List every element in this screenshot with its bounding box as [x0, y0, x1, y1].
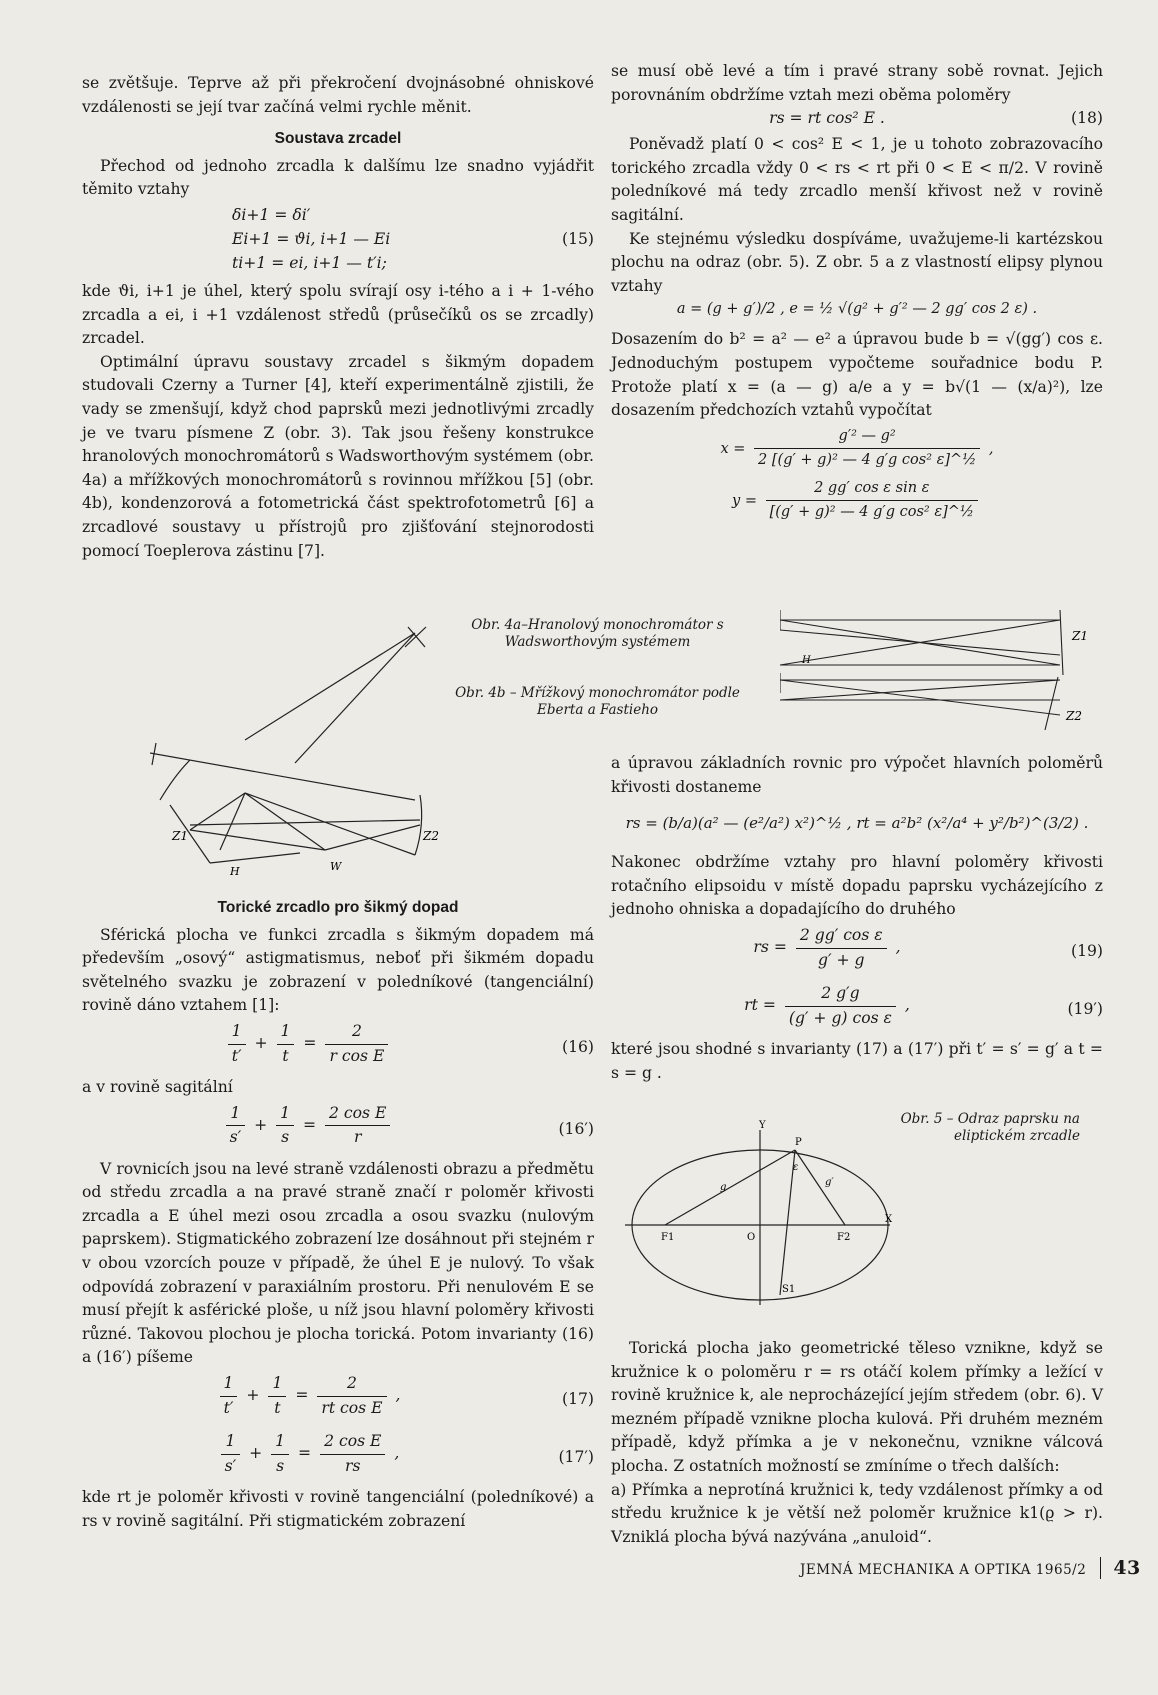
numerator: 2 g′g	[785, 982, 896, 1007]
label-z1: Z1	[172, 829, 188, 843]
label-o: O	[747, 1232, 756, 1243]
right-column-bottom	[611, 1337, 1103, 1549]
label-x: X	[885, 1214, 893, 1225]
page-number: 43	[1100, 1557, 1140, 1579]
label-w: W	[330, 860, 342, 873]
paragraph: se musí obě levé a tím i pravé strany sobě rovnat. Jejich porovnáním obdržíme vztah mezi oběma poloměry	[611, 62, 1103, 104]
section-heading: Soustava zrcadel	[274, 130, 402, 148]
numerator: 2 gg′ cos ε	[796, 924, 887, 949]
paragraph: které jsou shodné s invarianty (17) a (17′) při t′ = s′ = g′ a t = s = g .	[611, 1039, 1103, 1082]
denominator: (g′ + g) cos ε	[788, 1008, 892, 1027]
denominator: g′ + g	[818, 950, 865, 969]
equation-body: a = (g + g′)/2 , e = ½ √(g² + g′² — 2 gg′ cos 2 ε) .	[676, 301, 1038, 318]
equation-16: $\frac{1}{t'}$ + $\frac{1}{t}$ = $\frac{2}{\text{r cos E}}$ (16)	[82, 1018, 594, 1076]
denominator: [(g′ + g)² — 4 g′g cos² ε]^½	[769, 504, 974, 521]
equation-rs-rt	[611, 799, 1103, 851]
denominator: s′	[224, 1456, 237, 1475]
equation-line: Ei+1 = ϑi, i+1 — Ei	[232, 229, 391, 248]
equation-y: y = $\frac{\text{2 gg′ cos ε sin ε}}{\text{[(g′ + g)² — 4 g′g cos² ε]\textasciicircum{}½}}$	[611, 475, 1103, 527]
paragraph: Poněvadž platí 0 < cos² E < 1, je u tohoto zobrazovacího torického zrcadla vždy 0 < rs < rt při 0 < E < π/2. V rovině poledníkové má tedy zrcadlo menší křivost než v rovině sagitální.	[611, 135, 1103, 224]
denominator: 2 [(g′ + g)² — 4 g′g cos² ε]^½	[758, 452, 977, 469]
numerator: 1	[228, 1020, 246, 1045]
denominator: s	[281, 1128, 290, 1147]
denominator: t′	[223, 1398, 234, 1417]
numerator: 2 gg′ cos ε sin ε	[766, 477, 978, 502]
equation-number: (15)	[561, 229, 594, 248]
equation-18	[611, 107, 1103, 133]
paragraph: a) Přímka a neprotíná kružnici k, tedy vzdálenost přímky a od středu kružnice k je větší než poloměr kružnice k1(ϱ > r). Vzniklá plocha bývá nazývána „anuloid“.	[611, 1480, 1103, 1546]
paragraph: V rovnicích jsou na levé straně vzdálenosti obrazu a předmětu od středu zrcadla a na pravé straně značí r poloměr křivosti zrcadla a E úhel mezi osou zrcadla a osou svazku (nulovým paprskem). Stigmatického zobrazení lze dosáhnout při stejném r v obou vzorcích pouze v případě, že úhel E je nulový. To však odpovídá zobrazení v paraxiálním prostoru. Při nenulovém E se musí přejít k asférické ploše, u níž jsou hlavní poloměry křivosti různé. Takovou plochou je plocha torická. Potom invarianty (16) a (16′) píšeme	[82, 1159, 594, 1367]
numerator: 1	[277, 1020, 295, 1045]
paragraph: kde rt je poloměr křivosti v rovině tangenciální (poledníkové) a rs v rovině sagitální. Při stigmatickém zobrazení	[82, 1487, 594, 1530]
right-column	[611, 60, 1103, 527]
paragraph: Přechod od jednoho zrcadla k dalšímu lze snadno vyjádřit těmito vztahy	[82, 156, 594, 199]
paragraph: Torická plocha jako geometrické těleso vznikne, když se kružnice k o poloměru r = rs otáčí kolem přímky a ležící v rovině kružnice k, ale neprocházející jejím středem (obr. 6). V mezném případě vznikne plocha kulová. Při druhém mezném případě, když přímka a je v nekonečnu, vznikne válcová plocha. Z ostatních možností se zmíníme o třech dalších:	[611, 1339, 1103, 1475]
equation-body: rs = (b/a)(a² — (e²/a²) x²)^½ , rt = a²b² (x²/a⁴ + y²/b²)^(3/2) .	[625, 814, 1089, 833]
numerator: 1	[221, 1430, 241, 1455]
caption-figure-5: Obr. 5 – Odraz paprsku na eliptickém zrcadle	[900, 1111, 1080, 1144]
denominator: r	[353, 1128, 362, 1147]
denominator: t′	[231, 1046, 242, 1065]
label-f2: F2	[837, 1232, 851, 1243]
numerator: 2 cos E	[320, 1430, 385, 1455]
numerator: 1	[226, 1102, 246, 1127]
equation-line: δi+1 = δi′	[232, 205, 311, 224]
numerator: 2 cos E	[325, 1102, 390, 1127]
numerator: 1	[220, 1372, 238, 1397]
figure-4-monochromator-diagram	[780, 605, 1090, 735]
equation-line: ti+1 = ei, i+1 — t′i;	[232, 253, 387, 272]
denominator: t	[282, 1046, 289, 1065]
label-y: Y	[759, 1120, 766, 1131]
label-h: H	[802, 655, 811, 666]
equation-number: (17)	[561, 1389, 594, 1408]
equation-number: (17′)	[558, 1447, 594, 1466]
figure-5-ellipse-diagram	[625, 1120, 895, 1305]
numerator: 1	[268, 1372, 286, 1397]
right-column-middle	[611, 752, 1103, 1085]
left-column	[82, 72, 594, 563]
label-z2: Z2	[1066, 709, 1082, 723]
numerator: 1	[271, 1430, 289, 1455]
caption-figure-4b: Obr. 4b – Mřížkový monochromátor podle Eberta a Fastieho	[455, 685, 740, 718]
equation-body: rs = rt cos² E .	[769, 109, 885, 128]
label-g: g	[720, 1182, 727, 1193]
denominator: t	[274, 1398, 281, 1417]
paragraph: se zvětšuje. Teprve až při překročení dvojnásobné ohniskové vzdálenosti se její tvar začíná velmi rychle měnit.	[82, 74, 594, 116]
equation-17: $\frac{1}{t'}$ + $\frac{1}{t}$ = $\frac{2}{\text{rt cos E}}$ , (17)	[82, 1370, 594, 1428]
page-footer	[800, 1557, 1141, 1579]
numerator: 2	[325, 1020, 388, 1045]
paragraph: Optimální úpravu soustavy zrcadel s šikmým dopadem studovali Czerny a Turner [4], kteří experimentálně zjistili, že vady se zmenšují, když chod paprsků mezi jednotlivými zrcadly je ve tvaru písmene Z (obr. 3). Tak jsou řešeny konstrukce hranolových monochromátorů s Wadsworthovým systémem (obr. 4a) a mřížkových monochromátorů s rovinnou mřížkou [5] (obr. 4b), kondenzorová a fotometrická část spektrofotometrů [6] a zrcadlové soustavy u přístrojů pro zjišťování stejnorodosti pomocí Toeplerova zástinu [7].	[82, 352, 594, 560]
label-z2: Z2	[423, 829, 439, 843]
equation-19: rs = $\frac{\text{2 gg′ cos ε}}{g' + g}$ , (19)	[611, 922, 1103, 980]
label-epsilon: ε	[793, 1162, 799, 1173]
equation-15	[82, 202, 594, 280]
figure-3-z-mirror-diagram	[150, 625, 450, 885]
paragraph: Nakonec obdržíme vztahy pro hlavní poloměry křivosti rotačního elipsoidu v místě dopadu paprsku vycházejícího z jednoho ohniska a dopadajícího do druhého	[611, 853, 1103, 919]
equation-number: (19)	[1070, 941, 1103, 960]
numerator: g′² — g²	[754, 425, 980, 450]
denominator: rs	[345, 1456, 361, 1475]
label-s1: S1	[782, 1284, 796, 1295]
paragraph: kde ϑi, i+1 je úhel, který spolu svírají osy i-tého a i + 1-vého zrcadla a ei, i +1 vzdálenost středů (průsečíků os se zrcadly) zrcadel.	[82, 281, 594, 348]
equation-x: x = $\frac{\text{g′² — g²}}{\text{2 [(g′ + g)² — 4 g′g cos² ε]\textasciicircum{}½}}$ ,	[611, 423, 1103, 475]
equation-17-prime: $\frac{1}{s'}$ + $\frac{1}{s}$ = $\frac{\text{2 cos E}}{rs}$ , (17′)	[82, 1428, 594, 1486]
paragraph: Ke stejnému výsledku dospíváme, uvažujeme-li kartézskou plochu na odraz (obr. 5). Z obr. 5 a z vlastností elipsy plynou vztahy	[611, 229, 1103, 295]
paragraph: Sférická plocha ve funkci zrcadla s šikmým dopadem má především „osový“ astigmatismus, neboť při šikmém dopadu světelného svazku je zobrazení v poledníkové (tangenciální) rovině dáno vztahem [1]:	[82, 925, 594, 1015]
paragraph: a v rovině sagitální	[82, 1077, 233, 1096]
label-f1: F1	[661, 1232, 675, 1243]
numerator: 1	[276, 1102, 294, 1127]
label-p: P	[795, 1137, 802, 1148]
denominator: s	[276, 1456, 285, 1475]
label-g-prime: g′	[825, 1177, 834, 1188]
equation-a-e	[611, 298, 1103, 328]
label-h: H	[230, 865, 240, 878]
left-column-lower	[82, 888, 594, 1533]
equation-16-prime: $\frac{1}{s'}$ + $\frac{1}{s}$ = $\frac{\text{2 cos E}}{r}$ (16′)	[82, 1100, 594, 1158]
equation-number: (19′)	[1067, 999, 1103, 1018]
numerator: 2	[317, 1372, 386, 1397]
denominator: rt cos E	[321, 1398, 383, 1417]
journal-name: JEMNÁ MECHANIKA A OPTIKA 1965/2	[800, 1562, 1087, 1578]
equation-number: (18)	[1070, 109, 1103, 128]
equation-number: (16′)	[558, 1119, 594, 1138]
paragraph: Dosazením do b² = a² — e² a úpravou bude b = √(gg′) cos ε. Jednoduchým postupem vypočteme souřadnice bodu P. Protože platí x = (a — g) a/e a y = b√(1 — (x/a)²), lze dosazením předchozích vztahů vypočítat	[611, 330, 1103, 420]
section-heading: Torické zrcadlo pro šikmý dopad	[217, 899, 459, 916]
denominator: r cos E	[329, 1046, 385, 1065]
equation-number: (16)	[561, 1037, 594, 1056]
label-z1: Z1	[1072, 629, 1088, 643]
denominator: s′	[229, 1128, 242, 1147]
paragraph: a úpravou základních rovnic pro výpočet hlavních poloměrů křivosti dostaneme	[611, 754, 1103, 796]
caption-figure-4a: Obr. 4a–Hranolový monochromátor s Wadsworthovým systémem	[471, 617, 724, 650]
equation-19-prime: rt = $\frac{2 g'g}{\text{(g′ + g) cos ε}}$ , (19′)	[611, 980, 1103, 1038]
